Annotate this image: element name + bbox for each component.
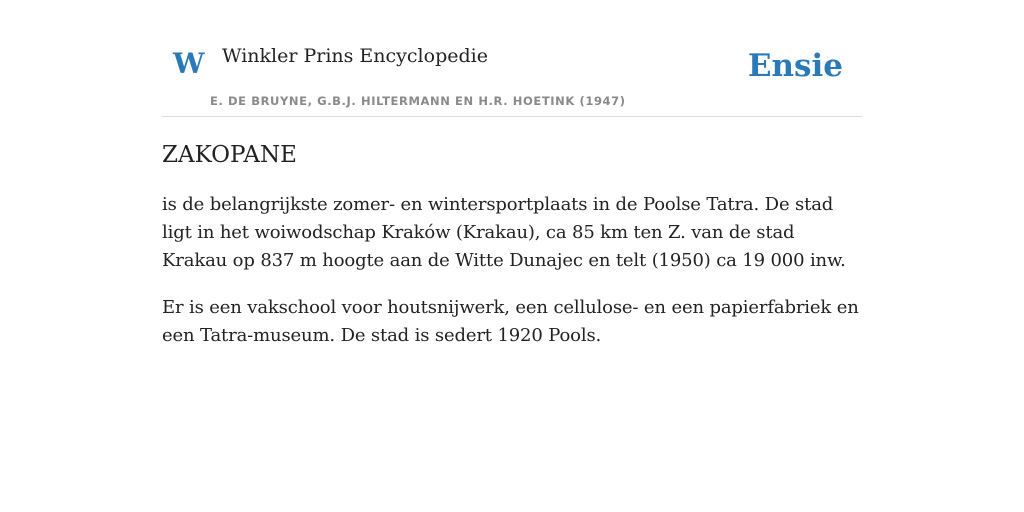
source-header	[162, 0, 862, 117]
source-logo[interactable]: W	[173, 47, 205, 80]
article-headword: ZAKOPANE	[162, 142, 297, 168]
ensie-logo[interactable]: Ensie	[747, 48, 843, 84]
article-paragraph: Er is een vakschool voor houtsnijwerk, een cellulose- en een papierfabriek en een Tatra-museum. De stad is sedert 1920 Pools.	[162, 296, 859, 346]
source-title[interactable]: Winkler Prins Encyclopedie	[222, 45, 488, 67]
content-container	[162, 0, 862, 350]
article-paragraph: is de belangrijkste zomer- en wintersportplaats in de Poolse Tatra. De stad ligt in het woiwodschap Kraków (Krakau), ca 85 km ten Z. van de stad Krakau op 837 m hoogte aan de Witte Dunajec en telt (1950) ca 19 000 inw.	[162, 193, 846, 271]
source-authors: E. DE BRUYNE, G.B.J. HILTERMANN EN H.R. HOETINK (1947)	[210, 94, 626, 108]
